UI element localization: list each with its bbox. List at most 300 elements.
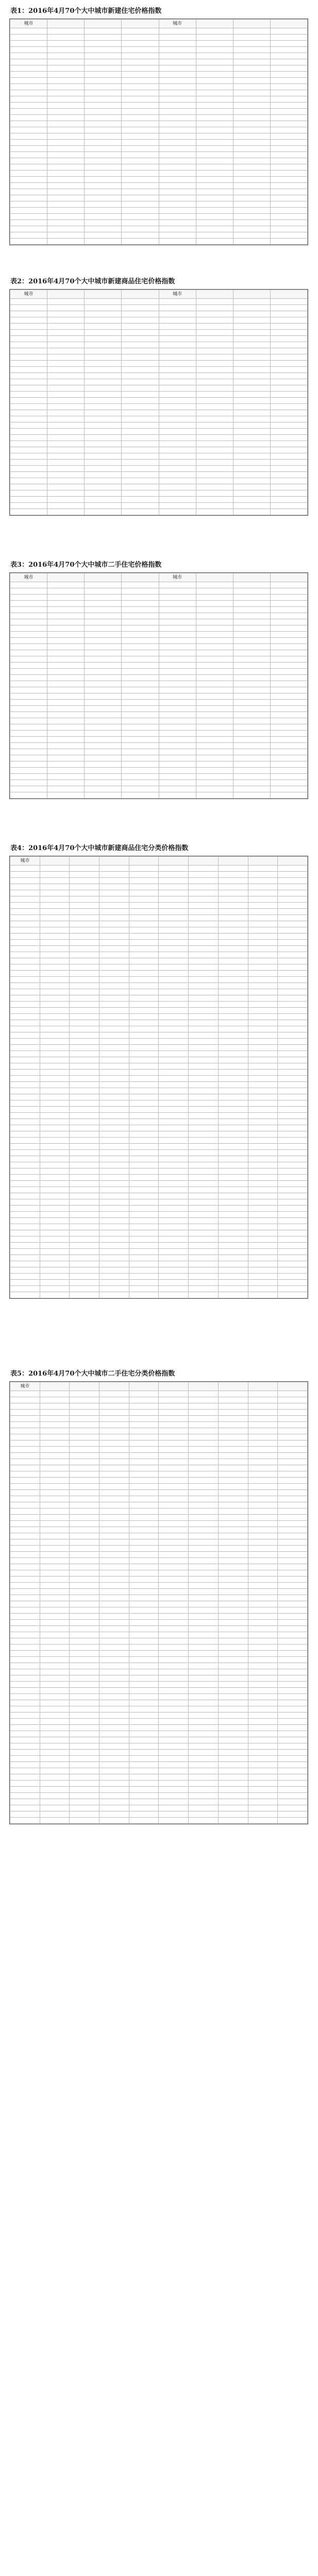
table-cell — [10, 324, 47, 330]
table-row — [10, 650, 308, 656]
table-cell — [70, 1428, 99, 1434]
table-cell — [248, 1713, 278, 1719]
table-cell — [129, 1509, 159, 1515]
table-cell — [159, 693, 196, 700]
table-cell — [40, 1743, 70, 1750]
table-row — [10, 1088, 308, 1094]
table-cell — [85, 416, 122, 422]
table-cell — [10, 971, 40, 977]
table-cell — [70, 1397, 99, 1403]
table-cell — [47, 152, 85, 158]
table-cell — [122, 768, 159, 774]
table-1-title: 表1：2016年4月70个大中城市新建住宅价格指数 — [10, 7, 162, 15]
table-cell — [129, 1236, 159, 1243]
table-row — [10, 1589, 308, 1595]
table-row — [10, 755, 308, 761]
table-cell — [248, 1638, 278, 1645]
table-cell — [278, 1428, 308, 1434]
table-cell — [159, 964, 189, 971]
table-cell — [85, 619, 122, 625]
table-cell — [189, 1144, 219, 1150]
table-cell — [85, 220, 122, 226]
table-cell — [129, 1434, 159, 1440]
table-cell — [47, 189, 85, 195]
table-cell — [40, 1249, 70, 1255]
table-cell — [196, 305, 233, 311]
table-cell — [270, 53, 307, 59]
table-cell — [10, 103, 47, 109]
table-cell — [248, 964, 278, 971]
table-cell — [85, 361, 122, 367]
table-cell — [10, 410, 47, 416]
table-header-cell — [248, 1382, 278, 1391]
table-row — [10, 1502, 308, 1509]
table-cell — [218, 1391, 248, 1397]
table-cell — [10, 669, 47, 675]
table-cell — [40, 1515, 70, 1521]
table-cell — [196, 96, 233, 103]
table-cell — [10, 1002, 40, 1008]
table-cell — [122, 503, 159, 509]
table-cell — [248, 866, 278, 872]
table-cell — [40, 1440, 70, 1447]
table-cell — [10, 700, 47, 706]
table-cell — [233, 385, 270, 392]
table-cell — [278, 1391, 308, 1397]
table-cell — [99, 1181, 129, 1187]
table-cell — [122, 509, 159, 515]
table-row — [10, 983, 308, 989]
table-row — [10, 1675, 308, 1682]
table-cell — [218, 946, 248, 952]
table-cell — [189, 1453, 219, 1459]
table-cell — [270, 311, 307, 317]
table-cell — [278, 940, 308, 946]
table-cell — [99, 1162, 129, 1168]
table-cell — [85, 429, 122, 435]
table-cell — [122, 84, 159, 90]
table-row — [10, 607, 308, 613]
table-cell — [129, 1539, 159, 1546]
table-cell — [47, 78, 85, 84]
table-cell — [10, 1261, 40, 1267]
table-cell — [196, 164, 233, 171]
table-cell — [248, 1502, 278, 1509]
table-cell — [270, 681, 307, 687]
table-cell — [10, 632, 47, 638]
table-cell — [10, 1694, 40, 1700]
table-cell — [99, 1509, 129, 1515]
table-cell — [159, 59, 196, 65]
table-cell — [218, 1206, 248, 1212]
table-cell — [278, 1546, 308, 1552]
table-cell — [129, 1230, 159, 1236]
table-cell — [10, 687, 47, 693]
table-header-cell: 城市 — [10, 857, 40, 866]
table-cell — [85, 669, 122, 675]
table-cell — [70, 1552, 99, 1558]
table-cell — [159, 1682, 189, 1688]
table-cell — [270, 164, 307, 171]
table-cell — [122, 361, 159, 367]
table-cell — [129, 1564, 159, 1570]
table-row — [10, 497, 308, 503]
table-cell — [196, 392, 233, 398]
table-cell — [47, 650, 85, 656]
table-cell — [40, 1212, 70, 1218]
table-cell — [189, 1274, 219, 1280]
table-cell — [159, 1688, 189, 1694]
table-cell — [159, 1539, 189, 1546]
table-cell — [122, 115, 159, 121]
table-cell — [40, 1045, 70, 1051]
table-cell — [47, 330, 85, 336]
table-cell — [270, 675, 307, 681]
table-cell — [10, 650, 47, 656]
table-cell — [189, 1713, 219, 1719]
table-cell — [70, 1286, 99, 1292]
table-row — [10, 441, 308, 447]
table-cell — [233, 133, 270, 140]
table-cell — [159, 1669, 189, 1675]
table-cell — [248, 872, 278, 878]
table-cell — [85, 392, 122, 398]
table-cell — [129, 1787, 159, 1793]
table-row — [10, 1422, 308, 1428]
table-cell — [47, 398, 85, 404]
table-cell — [129, 1014, 159, 1020]
table-cell — [270, 59, 307, 65]
table-cell — [70, 1434, 99, 1440]
table-cell — [10, 1669, 40, 1675]
table-cell — [159, 644, 196, 650]
table-cell — [233, 158, 270, 164]
table-cell — [47, 687, 85, 693]
table-cell — [70, 1175, 99, 1181]
table-row — [10, 1206, 308, 1212]
table-cell — [196, 379, 233, 385]
table-cell — [248, 1212, 278, 1218]
table-cell — [189, 1403, 219, 1410]
table-cell — [122, 65, 159, 72]
table-cell — [99, 1144, 129, 1150]
table-cell — [270, 330, 307, 336]
table-cell — [10, 484, 47, 490]
table-cell — [159, 472, 196, 478]
table-cell — [218, 1564, 248, 1570]
table-cell — [196, 232, 233, 239]
table-cell — [159, 1422, 189, 1428]
table-cell — [85, 41, 122, 47]
table-cell — [248, 1787, 278, 1793]
table-cell — [248, 1447, 278, 1453]
table-cell — [159, 786, 196, 792]
table-cell — [218, 1199, 248, 1206]
table-cell — [40, 1626, 70, 1632]
table-cell — [159, 1694, 189, 1700]
table-cell — [10, 1230, 40, 1236]
table-cell — [129, 1076, 159, 1082]
table-cell — [40, 1125, 70, 1131]
table-cell — [10, 872, 40, 878]
table-cell — [10, 133, 47, 140]
table-cell — [270, 447, 307, 453]
table-cell — [47, 299, 85, 305]
table-cell — [159, 416, 196, 422]
table-row — [10, 354, 308, 361]
table-cell — [129, 1020, 159, 1026]
table-row — [10, 1119, 308, 1125]
table-cell — [270, 638, 307, 644]
table-cell — [10, 435, 47, 441]
table-cell — [85, 103, 122, 109]
table-cell — [10, 958, 40, 964]
table-cell — [218, 866, 248, 872]
table-cell — [70, 1818, 99, 1824]
table-cell — [270, 72, 307, 78]
table-cell — [129, 1713, 159, 1719]
table-cell — [129, 1403, 159, 1410]
table-cell — [122, 737, 159, 743]
table-cell — [159, 503, 196, 509]
table-cell — [196, 140, 233, 146]
table-cell — [278, 946, 308, 952]
table-cell — [10, 1484, 40, 1490]
table-cell — [10, 1045, 40, 1051]
table-cell — [233, 638, 270, 644]
table-cell — [70, 909, 99, 915]
table-cell — [70, 1781, 99, 1787]
table-cell — [233, 208, 270, 214]
table-cell — [196, 731, 233, 737]
table-cell — [10, 453, 47, 460]
table-header-row — [10, 573, 308, 582]
table-cell — [122, 582, 159, 588]
table-cell — [122, 460, 159, 466]
table-row — [10, 884, 308, 890]
table-cell — [47, 239, 85, 245]
table-cell — [278, 1614, 308, 1620]
table-cell — [159, 669, 196, 675]
table-cell — [270, 693, 307, 700]
table-cell — [10, 1657, 40, 1663]
table-cell — [278, 1713, 308, 1719]
table-cell — [270, 478, 307, 484]
table-cell — [47, 72, 85, 78]
table-cell — [233, 195, 270, 201]
table-cell — [248, 1750, 278, 1756]
table-cell — [40, 1509, 70, 1515]
table-cell — [10, 792, 47, 799]
table-cell — [122, 786, 159, 792]
table-cell — [218, 1292, 248, 1298]
table-cell — [248, 1558, 278, 1564]
table-cell — [40, 958, 70, 964]
table-cell — [129, 1032, 159, 1039]
table-cell — [129, 1583, 159, 1589]
table-cell — [85, 582, 122, 588]
table-cell — [233, 47, 270, 53]
table-cell — [70, 1459, 99, 1465]
table-cell — [189, 1107, 219, 1113]
table-cell — [270, 226, 307, 232]
table-cell — [47, 208, 85, 214]
table-cell — [196, 478, 233, 484]
table-cell — [129, 1700, 159, 1706]
table-cell — [10, 177, 47, 183]
table-cell — [99, 977, 129, 983]
table-cell — [248, 1261, 278, 1267]
table-cell — [189, 1601, 219, 1607]
table-cell — [196, 632, 233, 638]
table-row — [10, 1434, 308, 1440]
table-cell — [248, 1818, 278, 1824]
table-header-cell — [159, 1382, 189, 1391]
table-cell — [129, 872, 159, 878]
table-cell — [10, 1632, 40, 1638]
table-4 — [9, 856, 308, 1299]
table-cell — [129, 1465, 159, 1471]
table-cell — [278, 1564, 308, 1570]
table-cell — [99, 1601, 129, 1607]
table-3-section — [0, 554, 318, 837]
table-cell — [40, 1187, 70, 1193]
table-cell — [233, 731, 270, 737]
table-cell — [248, 1002, 278, 1008]
table-cell — [189, 1663, 219, 1669]
table-cell — [159, 1261, 189, 1267]
table-cell — [248, 1119, 278, 1125]
table-cell — [40, 1088, 70, 1094]
table-row — [10, 638, 308, 644]
table-header-cell: 城市 — [10, 290, 47, 299]
table-cell — [233, 693, 270, 700]
table-cell — [85, 195, 122, 201]
table-row — [10, 1125, 308, 1131]
table-cell — [159, 878, 189, 884]
table-cell — [159, 1243, 189, 1249]
table-cell — [99, 1440, 129, 1447]
table-cell — [218, 1057, 248, 1063]
table-cell — [189, 1391, 219, 1397]
table-cell — [40, 1236, 70, 1243]
table-cell — [10, 952, 40, 958]
table-cell — [85, 737, 122, 743]
table-cell — [278, 1645, 308, 1651]
table-cell — [278, 1471, 308, 1478]
table-cell — [159, 625, 196, 632]
table-cell — [189, 946, 219, 952]
table-cell — [270, 96, 307, 103]
table-cell — [233, 152, 270, 158]
table-cell — [40, 1614, 70, 1620]
table-cell — [99, 1088, 129, 1094]
table-cell — [270, 607, 307, 613]
table-cell — [129, 1614, 159, 1620]
table-cell — [196, 404, 233, 410]
table-cell — [99, 952, 129, 958]
table-cell — [218, 1583, 248, 1589]
table-cell — [189, 1521, 219, 1527]
table-cell — [196, 398, 233, 404]
table-cell — [129, 909, 159, 915]
table-cell — [10, 866, 40, 872]
table-cell — [122, 687, 159, 693]
table-cell — [47, 601, 85, 607]
table-cell — [248, 1626, 278, 1632]
table-cell — [122, 619, 159, 625]
table-cell — [40, 1700, 70, 1706]
table-cell — [248, 1453, 278, 1459]
table-cell — [159, 1014, 189, 1020]
table-cell — [40, 1274, 70, 1280]
table-cell — [129, 1595, 159, 1601]
table-cell — [99, 1199, 129, 1206]
table-row — [10, 1539, 308, 1546]
table-cell — [47, 484, 85, 490]
table-row — [10, 1249, 308, 1255]
table-cell — [70, 1082, 99, 1088]
table-cell — [278, 1168, 308, 1175]
table-cell — [70, 1570, 99, 1577]
table-cell — [159, 214, 196, 220]
table-row — [10, 330, 308, 336]
table-row — [10, 1601, 308, 1607]
table-cell — [196, 226, 233, 232]
table-cell — [159, 768, 196, 774]
table-cell — [10, 1552, 40, 1558]
table-cell — [270, 460, 307, 466]
table-cell — [40, 909, 70, 915]
table-cell — [196, 595, 233, 601]
table-cell — [40, 1552, 70, 1558]
table-cell — [47, 84, 85, 90]
table-cell — [189, 1793, 219, 1799]
table-cell — [278, 952, 308, 958]
table-cell — [129, 1082, 159, 1088]
table-cell — [270, 780, 307, 786]
table-cell — [47, 718, 85, 724]
table-cell — [47, 466, 85, 472]
table-cell — [122, 354, 159, 361]
table-cell — [248, 1515, 278, 1521]
table-header-cell — [270, 290, 307, 299]
table-row — [10, 1818, 308, 1824]
table-cell — [70, 1465, 99, 1471]
table-cell — [233, 109, 270, 115]
table-cell — [278, 1292, 308, 1298]
table-cell — [99, 1700, 129, 1706]
table-cell — [10, 1218, 40, 1224]
table-cell — [248, 1657, 278, 1663]
table-cell — [122, 158, 159, 164]
table-cell — [270, 435, 307, 441]
table-cell — [278, 915, 308, 921]
table-cell — [10, 1651, 40, 1657]
table-cell — [122, 336, 159, 342]
table-cell — [40, 1206, 70, 1212]
table-cell — [159, 1020, 189, 1026]
table-cell — [248, 1651, 278, 1657]
table-cell — [40, 977, 70, 983]
table-cell — [47, 361, 85, 367]
table-cell — [248, 1181, 278, 1187]
table-cell — [189, 1471, 219, 1478]
table-cell — [99, 1391, 129, 1397]
table-cell — [196, 109, 233, 115]
table-cell — [99, 921, 129, 927]
table-cell — [70, 1805, 99, 1811]
